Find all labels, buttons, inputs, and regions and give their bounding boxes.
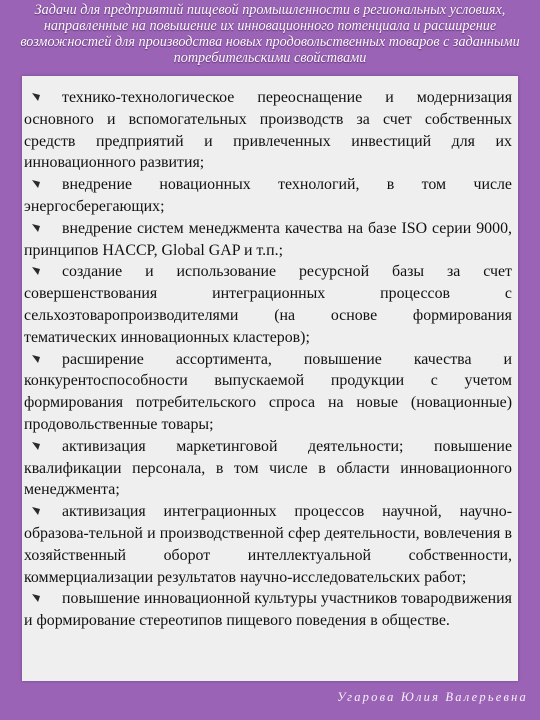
- list-item: [24, 436, 512, 501]
- diamond-bullet-icon: [32, 594, 40, 602]
- bullet-list: [24, 87, 512, 632]
- list-item: [24, 501, 512, 588]
- bullet-text: повышение инновационной культуры участников товародвижения и формирование стереотипов пищевого поведения в обществе.: [24, 590, 512, 630]
- diamond-bullet-icon: [32, 355, 40, 363]
- content-box: [22, 76, 518, 681]
- bullet-text: создание и использование ресурсной базы за счет совершенствования интеграционных процессов с сельхозтоваропроизводителями (на основе формирования тематических инновационных кластеров);: [24, 263, 512, 346]
- diamond-bullet-icon: [32, 267, 40, 275]
- list-item: [24, 261, 512, 348]
- diamond-bullet-icon: [32, 93, 40, 101]
- bullet-text: технико-технологическое переоснащение и модернизация основного и вспомогательных производств за счет собственных средств предприятий и привлеченных инвестиций для их инновационного развития;: [24, 89, 512, 172]
- list-item: [24, 174, 512, 218]
- bullet-text: внедрение новационных технологий, в том числе энергосберегающих;: [24, 176, 512, 215]
- slide-title: Задачи для предприятий пищевой промышленности в региональных условиях, направленные на повышение их инновационного потенциала и расширение возможностей для производства новых продовольственных товаров с заданными потребительскими свойствами: [20, 2, 520, 66]
- diamond-bullet-icon: [32, 442, 40, 450]
- bullet-text: расширение ассортимента, повышение качества и конкурентоспособности выпускаемой продукции с учетом формирования потребительского спроса на новые (новационные) продовольственные товары;: [24, 350, 512, 433]
- author-name: Угарова Юлия Валерьевна: [337, 690, 528, 704]
- diamond-bullet-icon: [32, 224, 40, 232]
- list-item: [24, 218, 512, 262]
- list-item: [24, 349, 512, 436]
- bullet-text: активизация интеграционных процессов научной, научно-образова-тельной и производственной сфер деятельности, вовлечения в хозяйственный оборот интеллектуальной собственности, коммерциализации результатов научно-исследовательских работ;: [24, 503, 512, 586]
- bullet-text: активизация маркетинговой деятельности; повышение квалификации персонала, в том числе в области инновационного менеджмента;: [24, 437, 512, 499]
- diamond-bullet-icon: [32, 180, 40, 188]
- list-item: [24, 87, 512, 174]
- diamond-bullet-icon: [32, 507, 40, 515]
- list-item: [24, 588, 512, 632]
- bullet-text: внедрение систем менеджмента качества на базе ISO серии 9000, принципов HACCP, Global GAP и т.п.;: [24, 219, 512, 259]
